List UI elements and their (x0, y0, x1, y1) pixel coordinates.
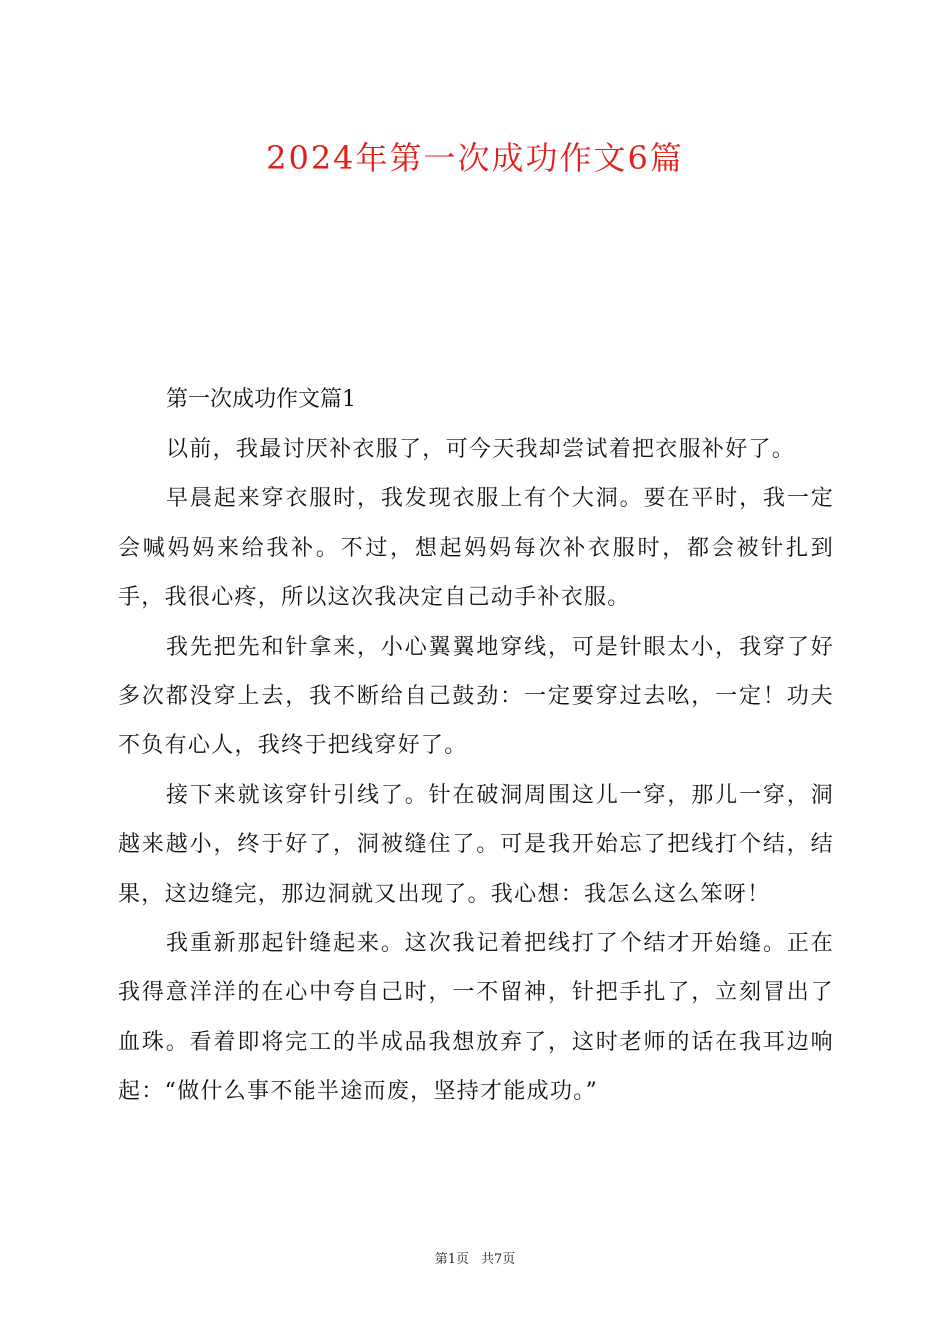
paragraph-1: 以前，我最讨厌补衣服了，可今天我却尝试着把衣服补好了。 (166, 437, 796, 462)
document-title: 2024年第一次成功作文6篇 (266, 139, 684, 177)
page-number-total: 共7页 (481, 1252, 516, 1267)
paragraph-2: 早晨起来穿衣服时，我发现衣服上有个大洞。要在平时，我一定会喊妈妈来给我补。不过，想起妈妈每次补衣服时，都会被针扎到手，我很心疼，所以这次我决定自己动手补衣服。 (118, 486, 834, 611)
paragraph-5: 我重新那起针缝起来。这次我记着把线打了个结才开始缝。正在我得意洋洋的在心中夸自己时，一不留神，针把手扎了，立刻冒出了血珠。看着即将完工的半成品我想放弃了，这时老师的话在我耳边响起：“做什么事不能半途而废，坚持才能成功。” (118, 931, 834, 1105)
document-body (118, 375, 834, 1117)
paragraph-4: 接下来就该穿针引线了。针在破洞周围这儿一穿，那儿一穿，洞越来越小，终于好了，洞被缝住了。可是我开始忘了把线打个结，结果，这边缝完，那边洞就又出现了。我心想：我怎么这么笨呀！ (118, 782, 834, 907)
page-number-current: 第1页 (434, 1252, 469, 1267)
page-footer (0, 1248, 950, 1267)
section-heading: 第一次成功作文篇1 (166, 387, 356, 412)
paragraph-3: 我先把先和针拿来，小心翼翼地穿线，可是针眼太小，我穿了好多次都没穿上去，我不断给自己鼓劲：一定要穿过去吆，一定！功夫不负有心人，我终于把线穿好了。 (118, 634, 834, 759)
